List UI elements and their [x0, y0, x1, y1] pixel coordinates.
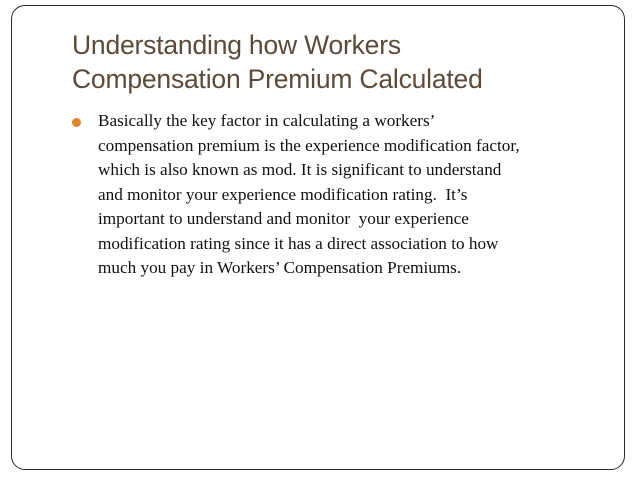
slide-body: [70, 109, 615, 281]
slide-title-line-2: Compensation Premium Calculated: [72, 64, 483, 94]
slide-title-line-1: Understanding how Workers: [72, 30, 401, 60]
bullet-text: [98, 109, 615, 281]
slide-title: [72, 28, 612, 96]
bullet-line-4: and monitor your experience modification rating. It’s: [98, 184, 468, 204]
bullet-line-1: Basically the key factor in calculating a workers’: [98, 111, 436, 130]
bullet-line-3: which is also known as mod. It is significant to understand: [98, 160, 502, 179]
slide-frame: [11, 5, 625, 470]
bullet-line-5: important to understand and monitor your experience: [98, 209, 469, 228]
bullet-item: [70, 109, 615, 281]
bullet-line-2: compensation premium is the experience modification factor,: [98, 135, 520, 155]
bullet-line-6: modification rating since it has a direct association to how: [98, 233, 499, 253]
bullet-line-7: much you pay in Workers’ Compensation Premiums.: [98, 258, 462, 277]
bullet-dot-icon: [72, 118, 81, 127]
